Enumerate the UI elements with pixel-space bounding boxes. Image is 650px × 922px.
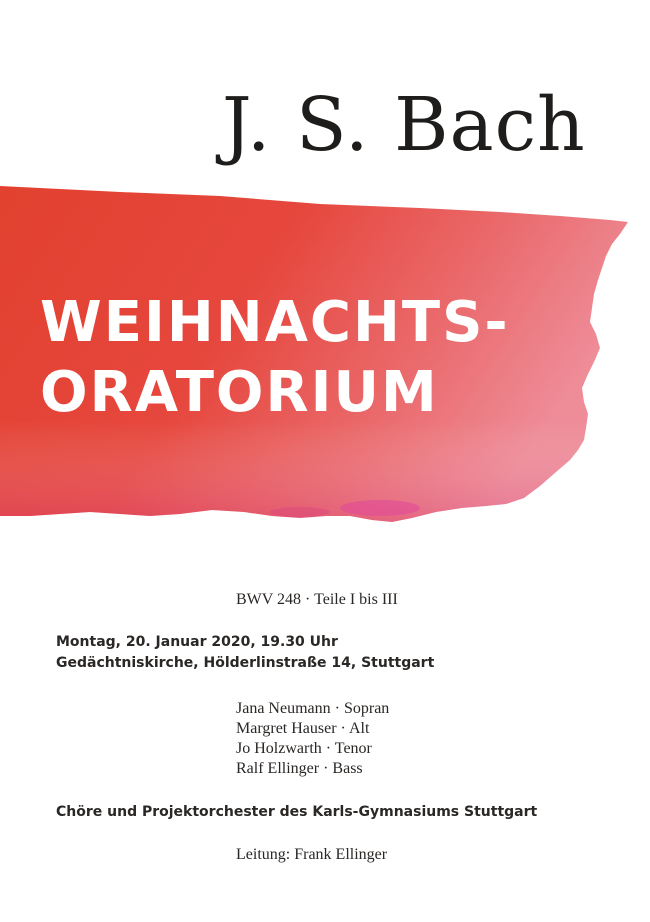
conductor: Leitung: Frank Ellinger [236,846,388,863]
event-venue: Gedächtniskirche, Hölderlinstraße 14, Stuttgart [56,655,435,671]
soloist-alto: Margret Hauser · Alt [236,720,370,737]
title-line-1: WEIHNACHTS- [40,290,510,355]
performers: Chöre und Projektorchester des Karls-Gymnasiums Stuttgart [56,804,538,820]
soloist-bass: Ralf Ellinger · Bass [236,760,363,777]
event-date-time: Montag, 20. Januar 2020, 19.30 Uhr [56,634,338,650]
work-title [40,288,510,428]
work-catalog-number: BWV 248 · Teile I bis III [236,591,398,608]
soloist-soprano: Jana Neumann · Sopran [236,700,390,717]
title-line-2: ORATORIUM [40,360,439,425]
event-details [56,632,434,674]
soloist-tenor: Jo Holzwarth · Tenor [236,740,372,757]
composer-name: J. S. Bach [222,82,586,168]
soloists-list [236,699,389,779]
